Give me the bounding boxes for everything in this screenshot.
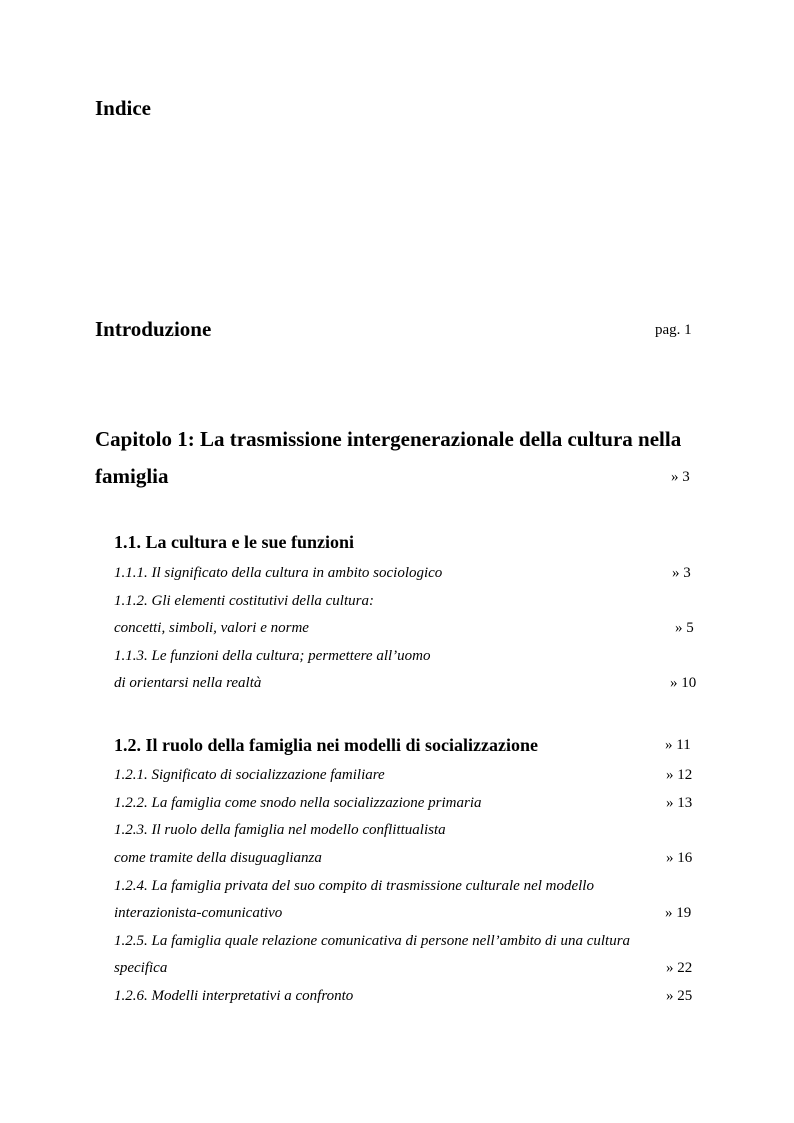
toc-item-page: » 25 — [666, 988, 693, 1004]
toc-item: 1.2.3. Il ruolo della famiglia nel modello conflittualista — [114, 822, 446, 838]
toc-item: 1.2.1. Significato di socializzazione familiare — [114, 767, 385, 783]
toc-chapter-1-title-line2: famiglia — [95, 464, 169, 488]
toc-item: 1.1.2. Gli elementi costitutivi della cultura: — [114, 593, 374, 609]
toc-item: di orientarsi nella realtà — [114, 675, 262, 691]
toc-section-1-2: 1.2. Il ruolo della famiglia nei modelli di socializzazione — [114, 735, 538, 755]
toc-item-page: » 13 — [666, 795, 693, 811]
toc-item: 1.1.3. Le funzioni della cultura; permettere all’uomo — [114, 648, 431, 664]
toc-section-1-1: 1.1. La cultura e le sue funzioni — [114, 532, 355, 552]
toc-item-page: » 12 — [666, 767, 693, 783]
toc-chapter-1-title-line1: Capitolo 1: La trasmissione intergenerazionale della cultura nella — [95, 427, 682, 451]
toc-item-page: » 3 — [672, 565, 691, 581]
toc-item-page: » 5 — [675, 620, 694, 636]
toc-item: come tramite della disuguaglianza — [114, 850, 322, 866]
toc-item: 1.2.5. La famiglia quale relazione comunicativa di persone nell’ambito di una cultura — [114, 933, 631, 949]
toc-item: interazionista-comunicativo — [114, 905, 283, 921]
toc-introduction: Introduzione — [95, 317, 212, 341]
toc-item: 1.2.2. La famiglia come snodo nella socializzazione primaria — [114, 795, 482, 811]
toc-item: 1.2.6. Modelli interpretativi a confronto — [114, 988, 354, 1004]
toc-item: 1.2.4. La famiglia privata del suo compito di trasmissione culturale nel modello — [114, 878, 594, 894]
toc-item-page: » 10 — [670, 675, 697, 691]
toc-item-page: » 22 — [666, 960, 693, 976]
toc-item-page: » 19 — [665, 905, 692, 921]
toc-item: 1.1.1. Il significato della cultura in ambito sociologico — [114, 565, 443, 581]
page-title: Indice — [95, 96, 152, 120]
toc-item-page: » 16 — [666, 850, 693, 866]
toc-introduction-page: pag. 1 — [655, 322, 692, 338]
toc-item: specifica — [114, 960, 168, 976]
toc-chapter-1-page: » 3 — [671, 469, 690, 485]
toc-section-1-2-page: » 11 — [665, 737, 691, 753]
toc-item: concetti, simboli, valori e norme — [114, 620, 309, 636]
